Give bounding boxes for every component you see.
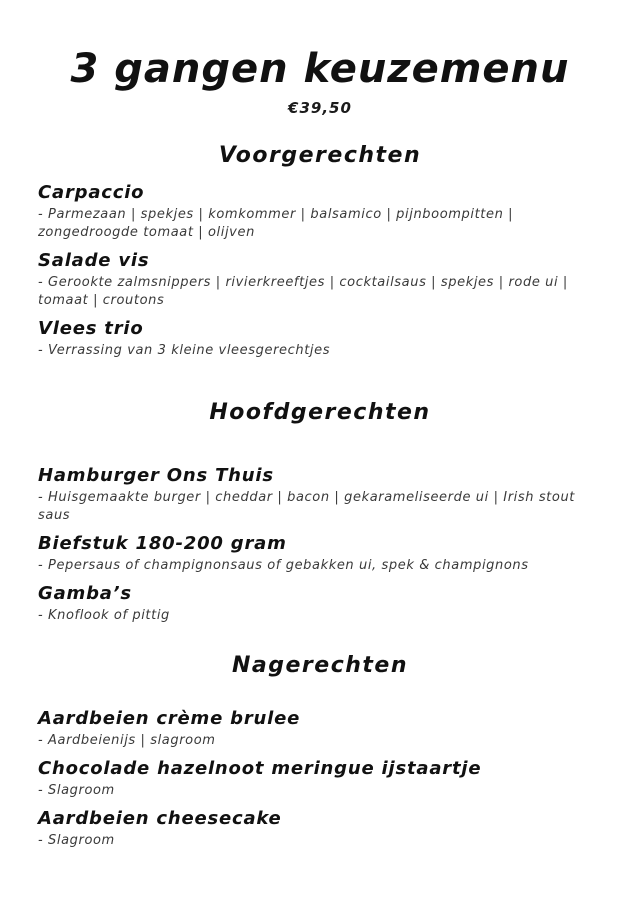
section-heading-nagerechten: Nagerechten (232, 653, 408, 678)
menu-item-creme-brulee (38, 706, 602, 750)
menu-item-ijstaartje (38, 756, 602, 800)
item-description: - Pepersaus of champignonsaus of gebakken ui, spek & champignons (38, 558, 529, 573)
item-name: Aardbeien cheesecake (38, 808, 282, 829)
section-heading-voorgerechten: Voorgerechten (218, 143, 422, 168)
item-description: - Slagroom (38, 783, 115, 798)
menu-item-carpaccio (38, 180, 602, 242)
item-description: - Gerookte zalmsnippers | rivierkreeftjes | cocktailsaus | spekjes | rode ui | tomaat | croutons (38, 275, 568, 308)
menu-item-hamburger (38, 463, 602, 525)
section-voorgerechten (38, 143, 602, 360)
item-description: - Parmezaan | spekjes | komkommer | balsamico | pijnboompitten | zongedroogde tomaat | olijven (38, 207, 514, 240)
item-description: - Aardbeienijs | slagroom (38, 733, 216, 748)
item-name: Gamba’s (38, 583, 132, 604)
menu-title: 3 gangen keuzemenu (70, 46, 570, 92)
menu-item-salade-vis (38, 248, 602, 310)
menu-price: €39,50 (288, 99, 352, 117)
item-name: Carpaccio (38, 182, 145, 203)
item-description: - Slagroom (38, 833, 115, 848)
item-name: Salade vis (38, 250, 150, 271)
item-description: - Huisgemaakte burger | cheddar | bacon | gekarameliseerde ui | Irish stout saus (38, 490, 575, 523)
menu-item-gambas (38, 581, 602, 625)
item-description: - Knoflook of pittig (38, 608, 170, 623)
item-description: - Verrassing van 3 kleine vleesgerechtjes (38, 343, 331, 358)
menu-item-vlees-trio (38, 316, 602, 360)
section-hoofdgerechten (38, 400, 602, 625)
item-name: Biefstuk 180-200 gram (38, 533, 287, 554)
item-name: Chocolade hazelnoot meringue ijstaartje (38, 758, 482, 779)
section-heading-hoofdgerechten: Hoofdgerechten (209, 400, 431, 425)
menu-item-biefstuk (38, 531, 602, 575)
menu-item-cheesecake (38, 806, 602, 850)
section-nagerechten (38, 653, 602, 850)
item-name: Aardbeien crème brulee (38, 708, 301, 729)
item-name: Hamburger Ons Thuis (38, 465, 274, 486)
item-name: Vlees trio (38, 318, 144, 339)
